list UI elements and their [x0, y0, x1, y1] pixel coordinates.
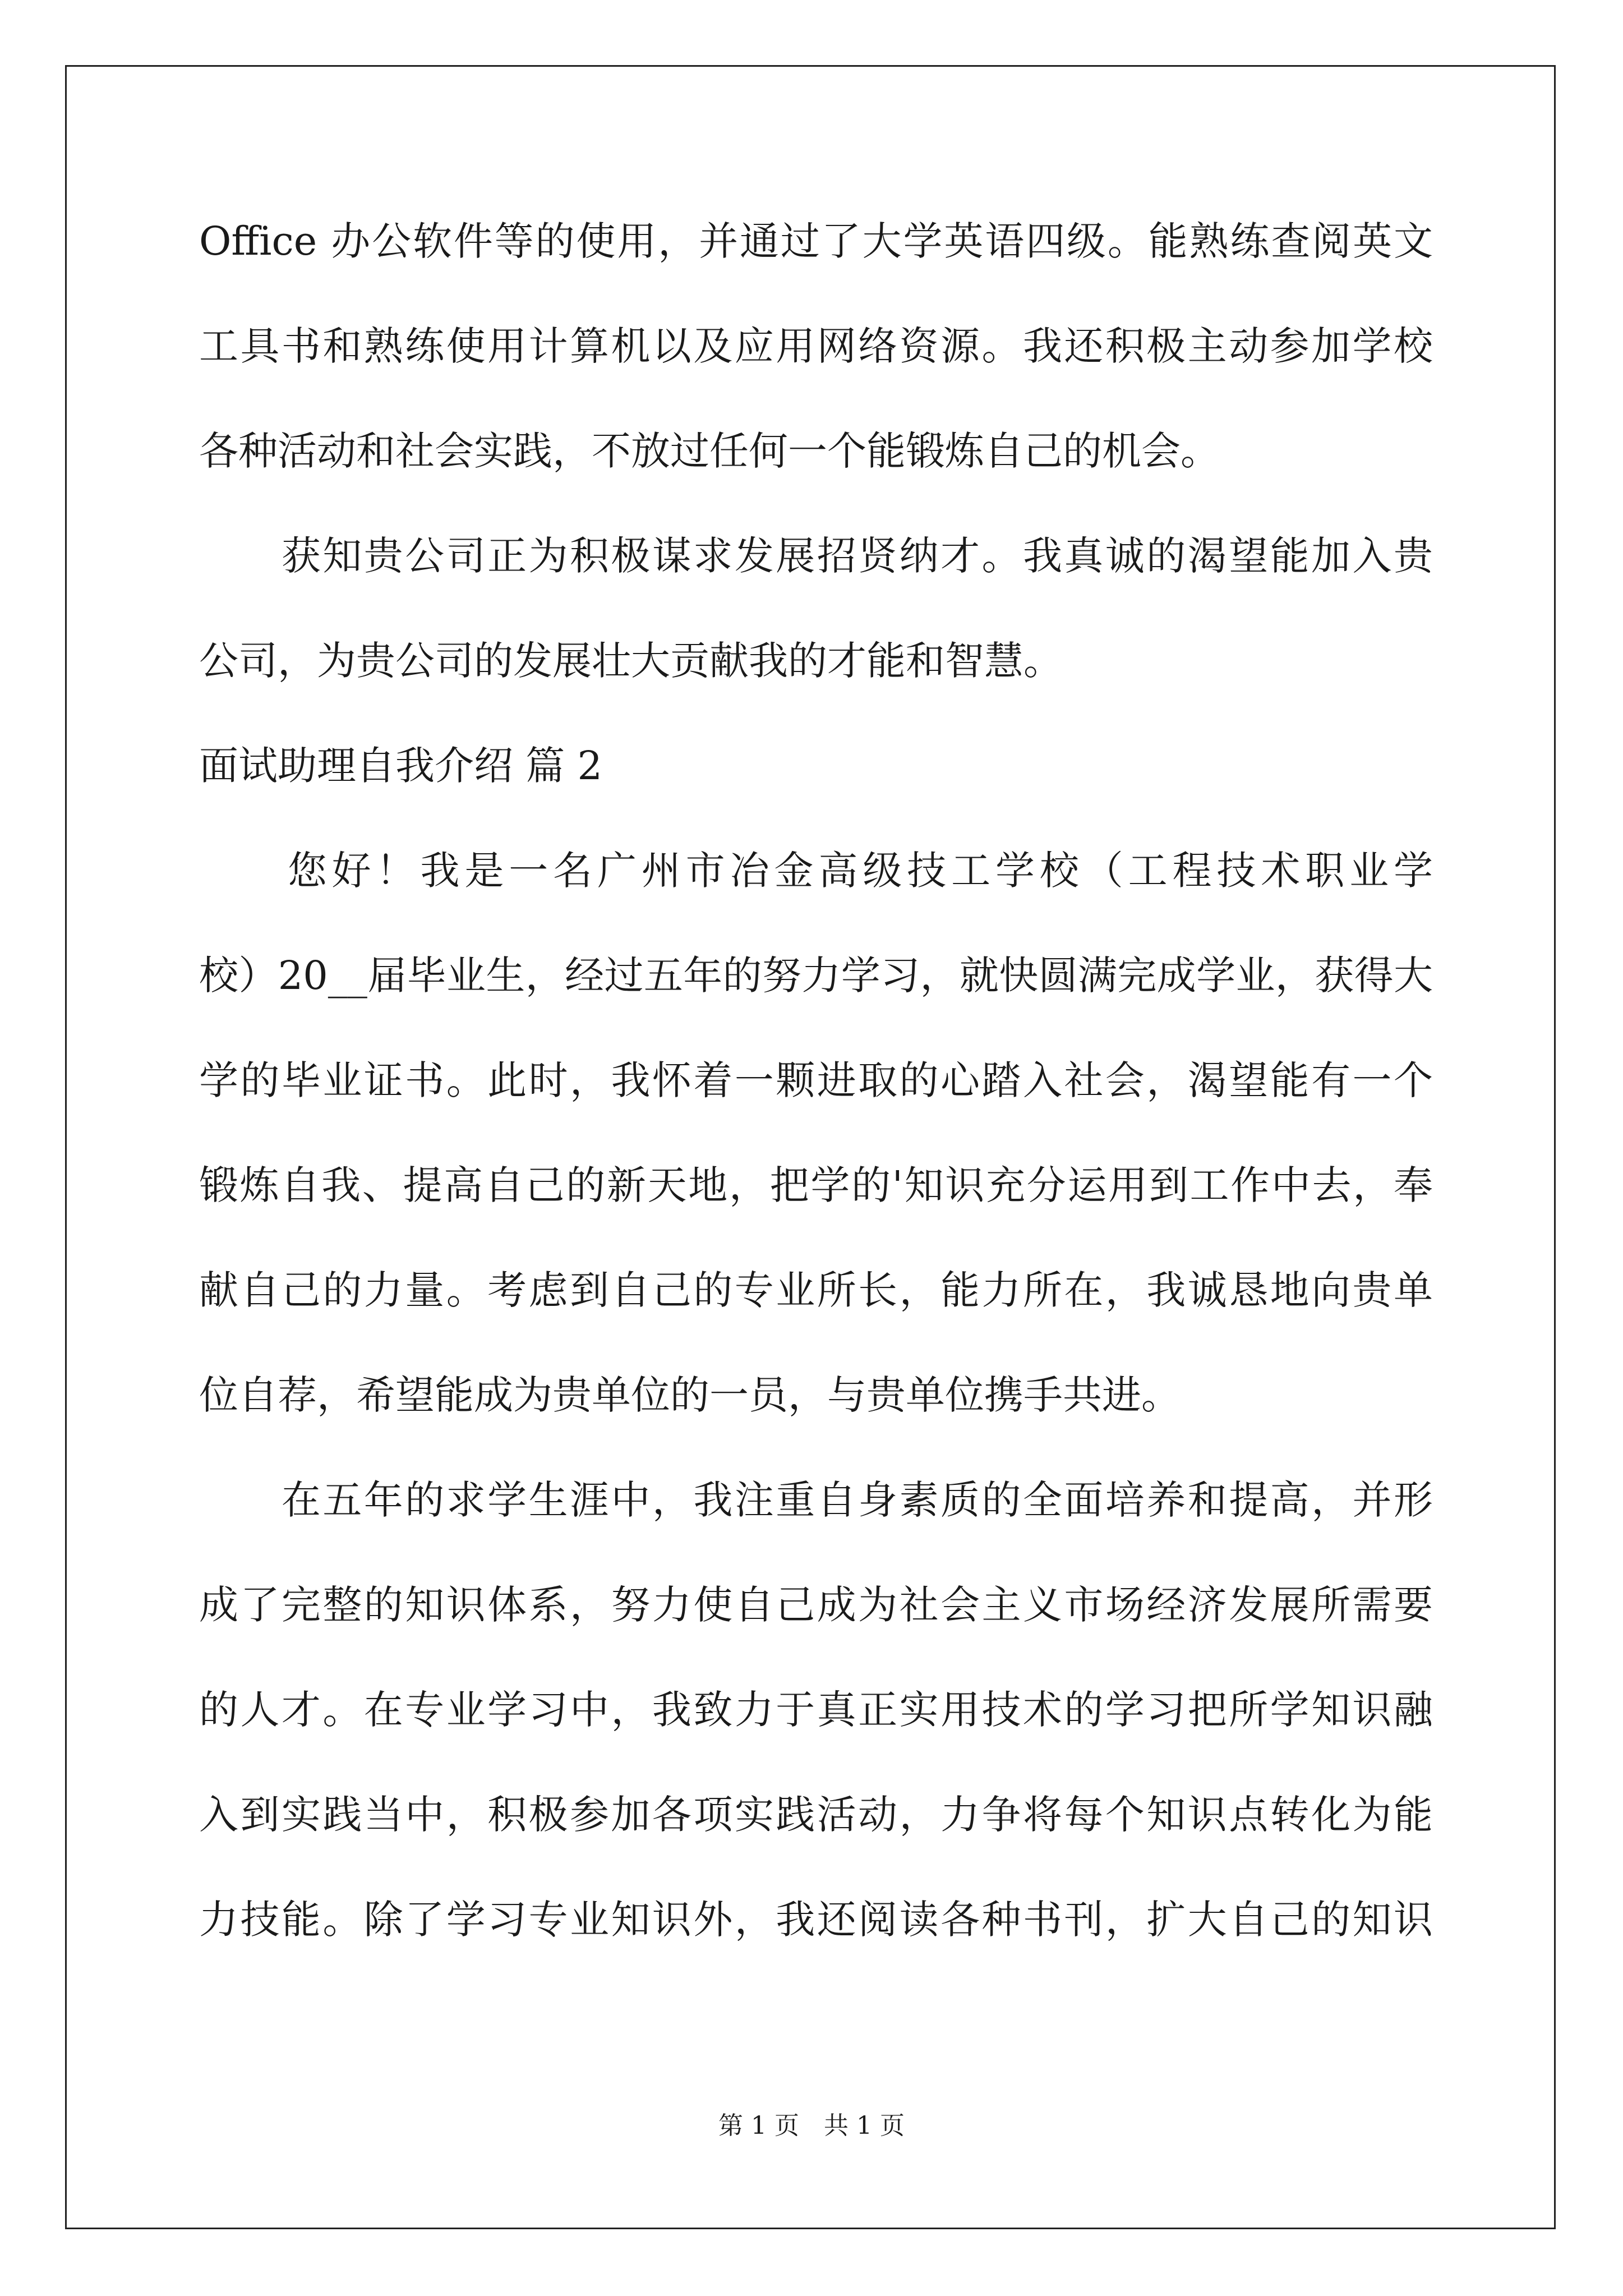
text-line: 公司，为贵公司的发展壮大贡献我的才能和智慧。	[199, 638, 1063, 684]
text-line: 力技能。除了学习专业知识外，我还阅读各种书刊，扩大自己的知识	[199, 1897, 1433, 1943]
text-line: 位自荐，希望能成为贵单位的一员，与贵单位携手共进。	[199, 1372, 1181, 1418]
text-line: 入到实践当中，积极参加各项实践活动，力争将每个知识点转化为能	[199, 1792, 1433, 1838]
text-line: 在五年的求学生涯中，我注重自身素质的全面培养和提高，并形	[199, 1477, 1433, 1523]
section-heading: 面试助理自我介绍 篇 2	[199, 743, 603, 789]
text-line: 获知贵公司正为积极谋求发展招贤纳才。我真诚的渴望能加入贵	[199, 533, 1433, 579]
text-line: 您好！我是一名广州市冶金高级技工学校（工程技术职业学	[199, 848, 1433, 894]
text-line: 献自己的力量。考虑到自己的专业所长，能力所在，我诚恳地向贵单	[199, 1267, 1433, 1313]
text-line: 学的毕业证书。此时，我怀着一颗进取的心踏入社会，渴望能有一个	[199, 1057, 1433, 1103]
text-line: 成了完整的知识体系，努力使自己成为社会主义市场经济发展所需要	[199, 1582, 1433, 1628]
text-line: Office 办公软件等的使用，并通过了大学英语四级。能熟练查阅英文	[199, 218, 1433, 264]
text-line: 校）20__届毕业生，经过五年的努力学习，就快圆满完成学业，获得大	[199, 953, 1433, 999]
text-line: 各种活动和社会实践，不放过任何一个能锻炼自己的机会。	[199, 428, 1220, 474]
page-footer: 第 1 页 共 1 页	[718, 2111, 905, 2140]
text-line: 工具书和熟练使用计算机以及应用网络资源。我还积极主动参加学校	[199, 323, 1433, 369]
text-line: 的人才。在专业学习中，我致力于真正实用技术的学习把所学知识融	[199, 1687, 1433, 1733]
text-line: 锻炼自我、提高自己的新天地，把学的'知识充分运用到工作中去，奉	[199, 1162, 1433, 1208]
